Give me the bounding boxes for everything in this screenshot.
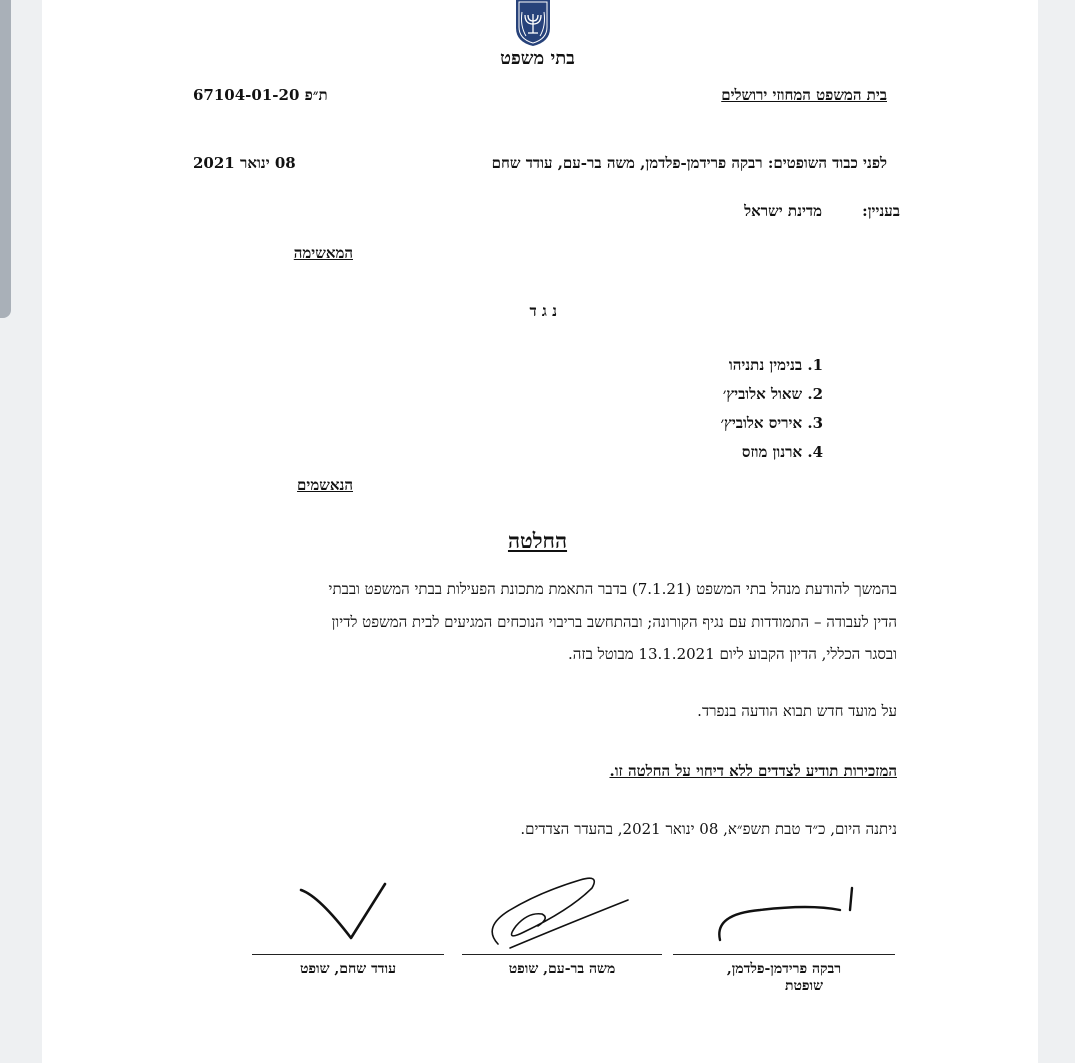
case-number: ת״פ 67104-01-20	[193, 86, 328, 104]
signature-title: שופטת	[784, 978, 824, 994]
judges-line: לפני כבוד השופטים: רבקה פרידמן-פלדמן, משה בר-עם, עודד שחם	[491, 154, 887, 172]
org-name: בתי משפט	[500, 48, 575, 69]
new-date-note: על מועד חדש תבוא הודעה בנפרד.	[697, 702, 897, 720]
given-line: ניתנה היום, כ״ד טבת תשפ״א, 08 ינואר 2021, בהעדר הצדדים.	[520, 820, 897, 838]
signature-barAm-icon	[480, 872, 640, 952]
decision-paragraph-line: הדין לעבודה – התמודדות עם נגיף הקורונה; ובהתחשב בריבוי הנוכחים המגיעים לבית המשפט לדיון	[331, 613, 897, 631]
decision-date: 08 ינואר 2021	[193, 154, 296, 172]
court-name: בית המשפט המחוזי ירושלים	[721, 86, 887, 104]
plaintiff-name: מדינת ישראל	[744, 202, 822, 220]
state-emblem-icon	[514, 0, 552, 46]
decision-paragraph-line: בהמשך להודעת מנהל בתי המשפט (7.1.21) בדבר התאמת מתכונת הפעילות בבתי המשפט ובבתי	[328, 580, 897, 598]
defendant-item: 3. איריס אלוביץ׳	[720, 414, 823, 432]
decision-paragraph-line: ובסגר הכללי, הדיון הקבוע ליום 13.1.2021 מבוטל בזה.	[568, 645, 897, 663]
matter-label: בעניין:	[862, 202, 900, 220]
signature-name: רבקה פרידמן-פלדמן,	[726, 961, 842, 977]
signature-shaham-icon	[295, 880, 395, 945]
decision-title: החלטה	[507, 528, 568, 553]
defendant-item: 4. ארנון מוזס	[741, 443, 823, 461]
versus-label: נ ג ד	[529, 302, 557, 320]
signature-name-block	[673, 961, 895, 995]
signature-name: משה בר-עם, שופט	[508, 961, 616, 977]
signature-rfeldman-icon	[700, 880, 870, 950]
defendant-item: 2. שאול אלוביץ׳	[722, 385, 823, 403]
defendants-role: הנאשמים	[297, 476, 353, 494]
signature-name: עודד שחם, שופט	[299, 961, 397, 977]
signature-line	[252, 954, 444, 955]
signature-line	[462, 954, 662, 955]
signature-line	[673, 954, 895, 955]
secretariat-note: המזכירות תודיע לצדדים ללא דיחוי על החלטה זו.	[609, 762, 897, 780]
defendant-item: 1. בנימין נתניהו	[728, 356, 823, 374]
plaintiff-role: המאשימה	[293, 244, 353, 262]
